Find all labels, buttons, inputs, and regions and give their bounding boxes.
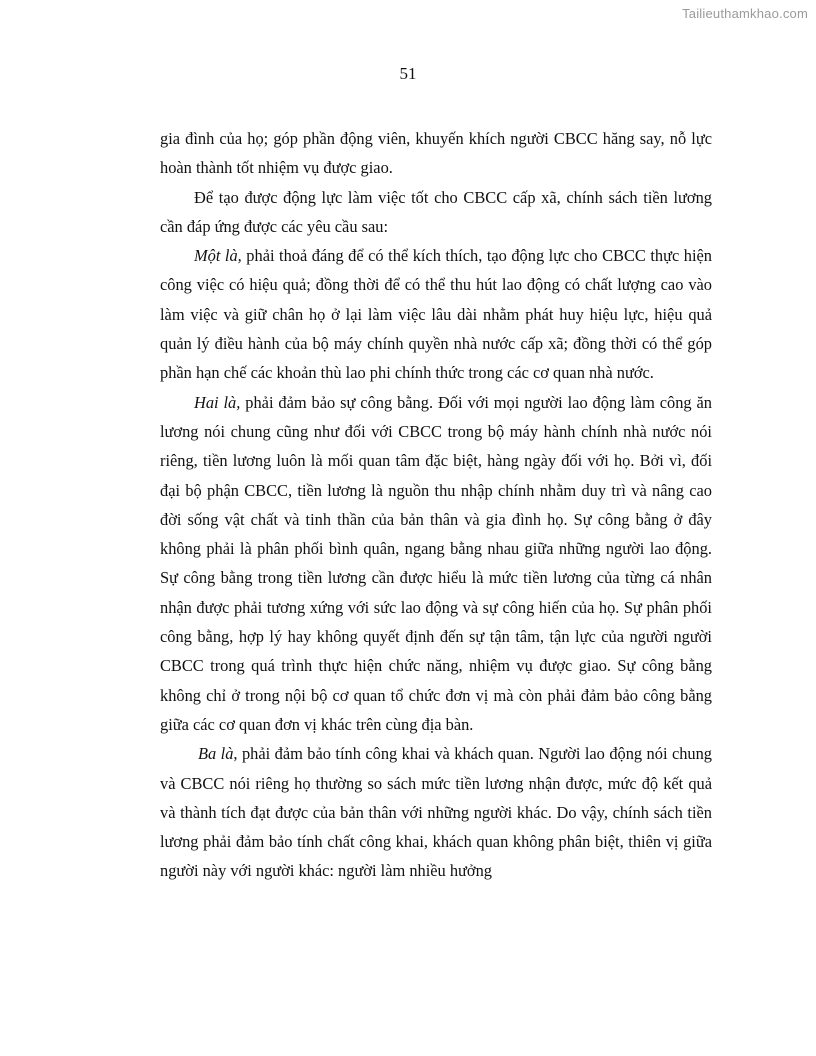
watermark: Tailieuthamkhao.com xyxy=(682,6,808,21)
document-body xyxy=(160,124,712,886)
paragraph-text: , phải đảm bảo tính công khai và khách quan. Người lao động nói chung và CBCC nói riêng họ thường so sách mức tiền lương nhận được, mức độ kết quả và thành tích đạt được của bản thân với những người khác. Do vậy, chính sách tiền lương phải đảm bảo tính chất công khai, khách quan không phân biệt, thiên vị giữa người này với người khác: người làm nhiều hưởng xyxy=(160,744,713,881)
paragraph-requirement-three xyxy=(160,739,712,885)
paragraph-text: phải đảm bảo sự công bằng. Đối với mọi người lao động làm công ăn lương nói chung cũng như đối với CBCC trong bộ máy hành chính nhà nước nói riêng, tiền lương luôn là mối quan tâm đặc biệt, hàng ngày đối với họ. Bởi vì, đối đại bộ phận CBCC, tiền lương là nguồn thu nhập chính nhằm duy trì và nâng cao đời sống vật chất và tinh thần của bản thân và gia đình họ. Sự công bằng ở đây không phải là phân phối bình quân, ngang bằng nhau giữa những người lao động. Sự công bằng trong tiền lương cần được hiểu là mức tiền lương của từng cá nhân nhận được phải tương xứng với sức lao động và sự công hiến của họ. Sự phân phối công bằng, hợp lý hay không quyết định đến sự tận tâm, tận lực của người người CBCC trong quá trình thực hiện chức năng, nhiệm vụ được giao. Sự công bằng không chỉ ở trong nội bộ cơ quan tổ chức đơn vị mà còn phải đảm bảo công bằng giữa các cơ quan đơn vị khác trên cùng địa bàn. xyxy=(160,392,712,734)
paragraph-continuation xyxy=(160,124,712,183)
paragraph-requirement-one xyxy=(160,241,712,387)
paragraph-intro xyxy=(160,183,712,242)
page-number: 51 xyxy=(399,64,417,83)
paragraph-text: Để tạo được động lực làm việc tốt cho CBCC cấp xã, chính sách tiền lương cần đáp ứng được các yêu cầu sau: xyxy=(160,187,712,236)
paragraph-lead: Một là, xyxy=(194,246,242,266)
paragraph-lead: Ba là xyxy=(198,744,234,764)
paragraph-requirement-two xyxy=(160,388,712,740)
paragraph-lead: Hai là, xyxy=(194,392,241,412)
paragraph-text: gia đình của họ; góp phần động viên, khuyến khích người CBCC hăng say, nỗ lực hoàn thành tốt nhiệm vụ được giao. xyxy=(160,129,712,178)
paragraph-text: phải thoả đáng để có thể kích thích, tạo động lực cho CBCC thực hiện công việc có hiệu quả; đồng thời để có thể thu hút lao động có chất lượng cao vào làm việc và giữ chân họ ở lại làm việc lâu dài nhằm phát huy hiệu lực, hiệu quả quản lý điều hành của bộ máy chính quyền nhà nước cấp xã; đồng thời có thể góp phần hạn chế các khoản thù lao phi chính thức trong các cơ quan nhà nước. xyxy=(160,246,712,383)
